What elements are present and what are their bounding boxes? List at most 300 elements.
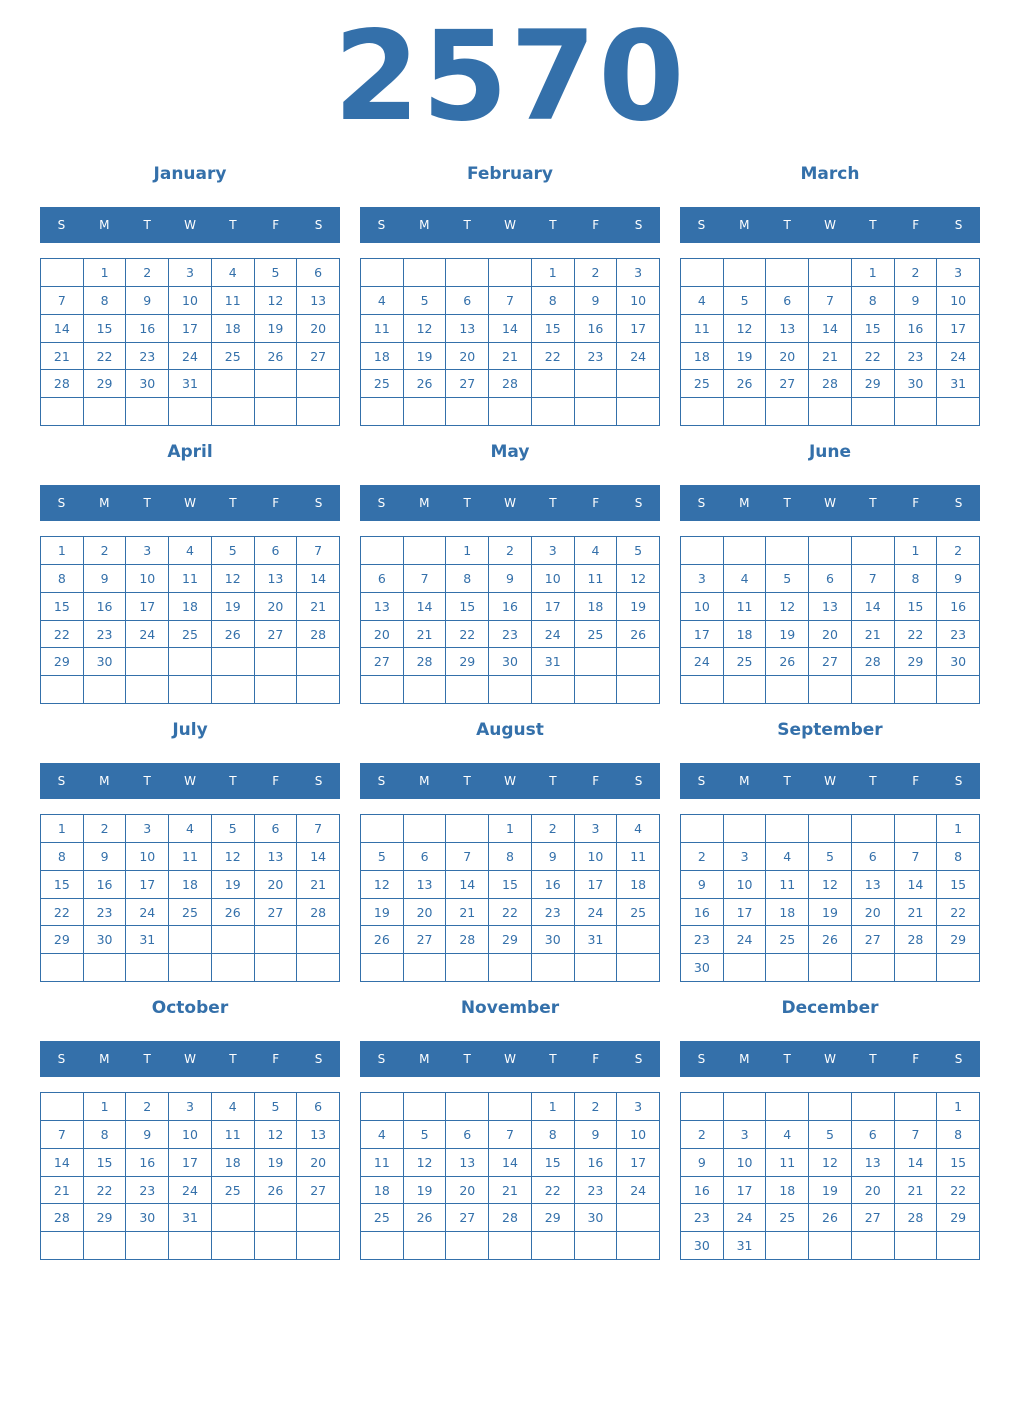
empty-cell [361,676,404,704]
empty-cell [809,954,852,982]
day-cell: 9 [532,843,575,871]
empty-cell [895,954,938,982]
day-cell: 21 [809,343,852,371]
day-cell: 21 [297,871,340,899]
day-cell: 15 [41,871,84,899]
day-cell: 22 [41,899,84,927]
day-cell: 8 [489,843,532,871]
empty-cell [84,398,127,426]
weekday-label: T [549,1052,557,1066]
weekday-label: F [592,218,600,232]
day-cell: 4 [212,1093,255,1121]
day-cell: 14 [404,593,447,621]
empty-cell [766,398,809,426]
weekday-header [360,1041,660,1077]
empty-cell [404,537,447,565]
empty-cell [809,398,852,426]
weekday-label: T [463,774,471,788]
weekday-label: W [504,218,516,232]
weekday-label: M [739,496,750,510]
weekday-label: S [314,774,323,788]
day-cell: 18 [361,1177,404,1205]
day-cell: 30 [126,1204,169,1232]
day-cell: 29 [895,648,938,676]
weekday-header [40,485,340,521]
day-cell: 11 [212,287,255,315]
day-cell: 1 [41,815,84,843]
weekday-label: T [869,774,877,788]
empty-cell [297,648,340,676]
day-cell: 2 [895,259,938,287]
day-cell: 17 [937,315,980,343]
weekday-label: T [143,1052,151,1066]
day-cell: 31 [169,1204,212,1232]
day-cell: 18 [575,593,618,621]
day-cell: 7 [297,537,340,565]
weekday-label: W [184,1052,196,1066]
day-cell: 20 [255,593,298,621]
day-cell: 11 [617,843,660,871]
empty-cell [489,1232,532,1260]
day-cell: 11 [361,1149,404,1177]
empty-cell [212,926,255,954]
empty-cell [446,259,489,287]
day-cell: 12 [404,315,447,343]
day-cell: 2 [681,843,724,871]
day-cell: 7 [489,1121,532,1149]
day-cell: 24 [169,1177,212,1205]
day-cell: 17 [724,899,767,927]
empty-cell [852,398,895,426]
empty-cell [766,1232,809,1260]
day-cell: 23 [84,899,127,927]
day-cell: 27 [766,370,809,398]
empty-cell [681,676,724,704]
day-cell: 15 [937,1149,980,1177]
day-cell: 8 [84,1121,127,1149]
day-cell: 3 [169,259,212,287]
empty-cell [489,676,532,704]
day-cell: 2 [489,537,532,565]
empty-cell [852,815,895,843]
empty-cell [41,954,84,982]
day-cell: 13 [852,871,895,899]
empty-cell [532,370,575,398]
month-name: September [777,720,883,740]
empty-cell [724,398,767,426]
month-april [40,428,340,706]
empty-cell [255,648,298,676]
day-cell: 6 [852,843,895,871]
weekday-label: T [143,774,151,788]
day-cell: 16 [84,871,127,899]
day-cell: 1 [489,815,532,843]
month-name: August [476,720,544,740]
day-cell: 25 [724,648,767,676]
empty-cell [297,1232,340,1260]
empty-cell [895,815,938,843]
day-cell: 20 [852,1177,895,1205]
empty-cell [212,648,255,676]
empty-cell [489,259,532,287]
day-cell: 19 [212,871,255,899]
empty-cell [404,259,447,287]
weekday-label: F [912,1052,920,1066]
empty-cell [361,954,404,982]
day-cell: 18 [617,871,660,899]
day-cell: 29 [532,1204,575,1232]
empty-cell [361,259,404,287]
empty-cell [809,1093,852,1121]
empty-cell [361,398,404,426]
day-cell: 20 [446,1177,489,1205]
day-cell: 24 [937,343,980,371]
empty-cell [446,676,489,704]
month-name: November [460,998,560,1018]
day-cell: 13 [297,287,340,315]
weekday-label: S [314,218,323,232]
day-cell: 16 [532,871,575,899]
day-cell: 27 [361,648,404,676]
day-cell: 9 [575,1121,618,1149]
empty-cell [617,648,660,676]
day-cell: 7 [41,287,84,315]
day-cell: 6 [297,1093,340,1121]
day-cell: 21 [489,343,532,371]
day-cell: 26 [361,926,404,954]
weekday-header [680,1041,980,1077]
weekday-label: S [377,496,386,510]
day-cell: 21 [852,621,895,649]
day-cell: 23 [937,621,980,649]
day-cell: 3 [532,537,575,565]
weekday-label: S [314,1052,323,1066]
day-grid [680,814,980,982]
empty-cell [255,370,298,398]
day-cell: 17 [126,593,169,621]
weekday-label: M [99,218,110,232]
day-cell: 6 [446,287,489,315]
weekday-label: S [57,496,66,510]
weekday-label: M [739,218,750,232]
weekday-label: W [504,496,516,510]
day-cell: 18 [681,343,724,371]
weekday-label: F [592,496,600,510]
day-cell: 30 [532,926,575,954]
day-cell: 25 [361,370,404,398]
day-cell: 14 [297,565,340,593]
day-cell: 26 [766,648,809,676]
empty-cell [852,1232,895,1260]
weekday-label: S [57,1052,66,1066]
empty-cell [681,1093,724,1121]
month-may [360,428,660,706]
weekday-label: S [697,218,706,232]
day-cell: 17 [617,315,660,343]
weekday-label: F [912,218,920,232]
day-cell: 26 [212,899,255,927]
day-cell: 28 [297,899,340,927]
weekday-label: S [57,218,66,232]
weekday-label: W [824,218,836,232]
weekday-label: S [954,218,963,232]
month-august [360,706,660,984]
empty-cell [126,1232,169,1260]
day-cell: 26 [212,621,255,649]
day-cell: 25 [169,899,212,927]
day-cell: 22 [446,621,489,649]
day-cell: 24 [617,343,660,371]
day-cell: 25 [575,621,618,649]
weekday-header [680,485,980,521]
day-cell: 19 [724,343,767,371]
day-cell: 20 [297,1149,340,1177]
day-cell: 3 [169,1093,212,1121]
weekday-label: W [504,774,516,788]
day-cell: 11 [766,871,809,899]
day-cell: 24 [724,1204,767,1232]
empty-cell [766,259,809,287]
month-november [360,984,660,1262]
day-cell: 3 [617,1093,660,1121]
empty-cell [937,398,980,426]
day-cell: 19 [404,343,447,371]
day-cell: 16 [575,315,618,343]
day-cell: 5 [255,259,298,287]
day-cell: 14 [446,871,489,899]
day-cell: 16 [489,593,532,621]
day-cell: 6 [446,1121,489,1149]
day-cell: 23 [84,621,127,649]
empty-cell [766,815,809,843]
day-cell: 6 [766,287,809,315]
empty-cell [169,398,212,426]
weekday-label: W [824,1052,836,1066]
weekday-label: T [869,496,877,510]
day-cell: 8 [937,843,980,871]
day-cell: 22 [937,899,980,927]
day-cell: 23 [681,1204,724,1232]
day-cell: 27 [255,899,298,927]
day-cell: 2 [681,1121,724,1149]
month-december [680,984,980,1262]
day-cell: 14 [489,1149,532,1177]
day-cell: 11 [724,593,767,621]
day-cell: 17 [575,871,618,899]
day-cell: 12 [404,1149,447,1177]
day-cell: 9 [126,287,169,315]
empty-cell [212,1232,255,1260]
empty-cell [809,1232,852,1260]
empty-cell [617,954,660,982]
empty-cell [895,1232,938,1260]
empty-cell [532,398,575,426]
day-cell: 5 [255,1093,298,1121]
weekday-label: S [634,774,643,788]
empty-cell [809,259,852,287]
weekday-label: T [463,1052,471,1066]
empty-cell [361,1093,404,1121]
day-cell: 19 [404,1177,447,1205]
month-name: January [153,164,227,184]
month-march [680,150,980,428]
weekday-label: T [463,218,471,232]
empty-cell [575,648,618,676]
weekday-header [360,485,660,521]
day-cell: 19 [809,899,852,927]
weekday-label: W [824,496,836,510]
day-cell: 26 [404,370,447,398]
empty-cell [404,954,447,982]
day-cell: 24 [532,621,575,649]
day-cell: 11 [169,565,212,593]
day-cell: 2 [937,537,980,565]
day-cell: 7 [895,843,938,871]
day-cell: 10 [937,287,980,315]
weekday-header [40,207,340,243]
empty-cell [212,676,255,704]
day-cell: 12 [809,1149,852,1177]
months-grid [40,150,980,1270]
empty-cell [852,1093,895,1121]
day-cell: 19 [212,593,255,621]
weekday-label: M [419,496,430,510]
day-cell: 4 [361,1121,404,1149]
day-cell: 1 [84,1093,127,1121]
day-cell: 21 [41,343,84,371]
day-cell: 3 [937,259,980,287]
day-cell: 17 [169,1149,212,1177]
day-cell: 4 [212,259,255,287]
day-cell: 20 [361,621,404,649]
empty-cell [575,676,618,704]
empty-cell [169,648,212,676]
day-cell: 24 [126,899,169,927]
month-january [40,150,340,428]
weekday-label: T [549,218,557,232]
weekday-label: W [824,774,836,788]
weekday-label: S [377,218,386,232]
day-cell: 17 [617,1149,660,1177]
day-cell: 22 [84,343,127,371]
day-cell: 11 [575,565,618,593]
day-cell: 24 [681,648,724,676]
empty-cell [404,1232,447,1260]
day-cell: 25 [361,1204,404,1232]
weekday-label: M [739,1052,750,1066]
day-cell: 7 [404,565,447,593]
day-cell: 28 [895,926,938,954]
day-cell: 26 [255,1177,298,1205]
day-cell: 4 [617,815,660,843]
day-cell: 21 [895,899,938,927]
day-cell: 5 [766,565,809,593]
weekday-label: F [272,218,280,232]
empty-cell [297,370,340,398]
day-cell: 30 [937,648,980,676]
day-cell: 6 [361,565,404,593]
empty-cell [681,537,724,565]
empty-cell [852,954,895,982]
weekday-label: W [184,496,196,510]
weekday-label: M [419,1052,430,1066]
day-cell: 27 [852,1204,895,1232]
day-cell: 12 [617,565,660,593]
day-cell: 28 [489,1204,532,1232]
day-cell: 25 [617,899,660,927]
day-cell: 12 [212,565,255,593]
empty-cell [41,676,84,704]
day-grid [40,1092,340,1260]
day-cell: 27 [255,621,298,649]
day-cell: 20 [255,871,298,899]
day-cell: 21 [446,899,489,927]
day-cell: 16 [126,1149,169,1177]
weekday-label: M [419,218,430,232]
empty-cell [126,676,169,704]
weekday-label: S [314,496,323,510]
day-cell: 12 [809,871,852,899]
day-cell: 11 [212,1121,255,1149]
day-cell: 8 [532,1121,575,1149]
day-cell: 2 [126,1093,169,1121]
day-cell: 19 [766,621,809,649]
month-name: May [490,442,530,462]
empty-cell [255,1204,298,1232]
weekday-header [40,1041,340,1077]
empty-cell [489,1093,532,1121]
day-cell: 13 [852,1149,895,1177]
day-cell: 1 [532,259,575,287]
weekday-label: S [634,218,643,232]
day-cell: 10 [575,843,618,871]
empty-cell [532,1232,575,1260]
day-cell: 5 [404,1121,447,1149]
weekday-label: F [912,496,920,510]
empty-cell [169,926,212,954]
day-cell: 6 [255,537,298,565]
day-cell: 24 [617,1177,660,1205]
day-cell: 16 [84,593,127,621]
empty-cell [617,370,660,398]
empty-cell [532,676,575,704]
empty-cell [404,398,447,426]
month-name: December [781,998,879,1018]
empty-cell [41,259,84,287]
empty-cell [766,1093,809,1121]
empty-cell [361,1232,404,1260]
day-cell: 30 [84,926,127,954]
empty-cell [169,954,212,982]
empty-cell [617,398,660,426]
day-cell: 13 [255,843,298,871]
day-grid [680,258,980,426]
weekday-label: S [697,496,706,510]
day-cell: 8 [532,287,575,315]
weekday-label: S [634,496,643,510]
day-cell: 22 [937,1177,980,1205]
day-cell: 16 [126,315,169,343]
weekday-label: T [549,774,557,788]
day-cell: 31 [724,1232,767,1260]
day-cell: 10 [169,287,212,315]
day-cell: 13 [809,593,852,621]
day-cell: 25 [169,621,212,649]
day-cell: 27 [446,370,489,398]
empty-cell [255,398,298,426]
empty-cell [681,815,724,843]
empty-cell [297,1204,340,1232]
